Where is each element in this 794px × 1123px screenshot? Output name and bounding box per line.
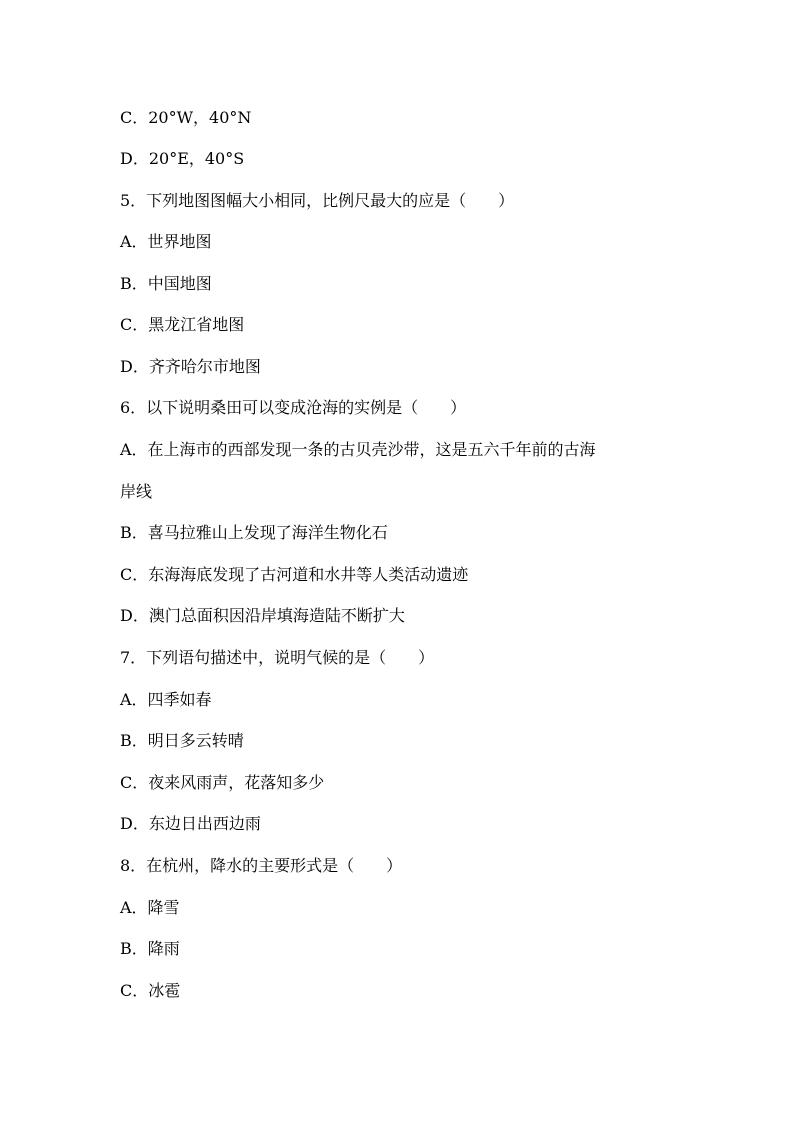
q8-option-c: C．冰雹 (120, 981, 181, 1000)
question-8: 8．在杭州，降水的主要形式是（ ） (120, 856, 403, 875)
q4-option-d: D．20°E，40°S (120, 149, 245, 168)
q5-option-b: B．中国地图 (120, 274, 212, 293)
q7-option-a: A．四季如春 (120, 690, 212, 709)
q7-option-c: C．夜来风雨声，花落知多少 (120, 773, 325, 792)
q8-option-b: B．降雨 (120, 939, 180, 958)
q5-option-d: D．齐齐哈尔市地图 (120, 357, 261, 376)
q7-option-b: B．明日多云转晴 (120, 731, 244, 750)
q6-option-c: C．东海海底发现了古河道和水井等人类活动遗迹 (120, 565, 469, 584)
q4-option-c: C．20°W，40°N (120, 108, 252, 127)
question-7: 7．下列语句描述中，说明气候的是（ ） (120, 648, 435, 667)
q8-option-a: A．降雪 (120, 898, 180, 917)
q7-option-d: D．东边日出西边雨 (120, 814, 261, 833)
q5-option-a: A．世界地图 (120, 232, 212, 251)
question-6: 6．以下说明桑田可以变成沧海的实例是（ ） (120, 398, 467, 417)
q6-option-a-continued: 岸线 (120, 482, 153, 501)
question-5: 5．下列地图图幅大小相同，比例尺最大的应是（ ） (120, 191, 515, 210)
q6-option-a: A．在上海市的西部发现一条的古贝壳沙带，这是五六千年前的古海 (120, 440, 596, 459)
q6-option-d: D．澳门总面积因沿岸填海造陆不断扩大 (120, 606, 405, 625)
q5-option-c: C．黑龙江省地图 (120, 315, 245, 334)
q6-option-b: B．喜马拉雅山上发现了海洋生物化石 (120, 523, 388, 542)
